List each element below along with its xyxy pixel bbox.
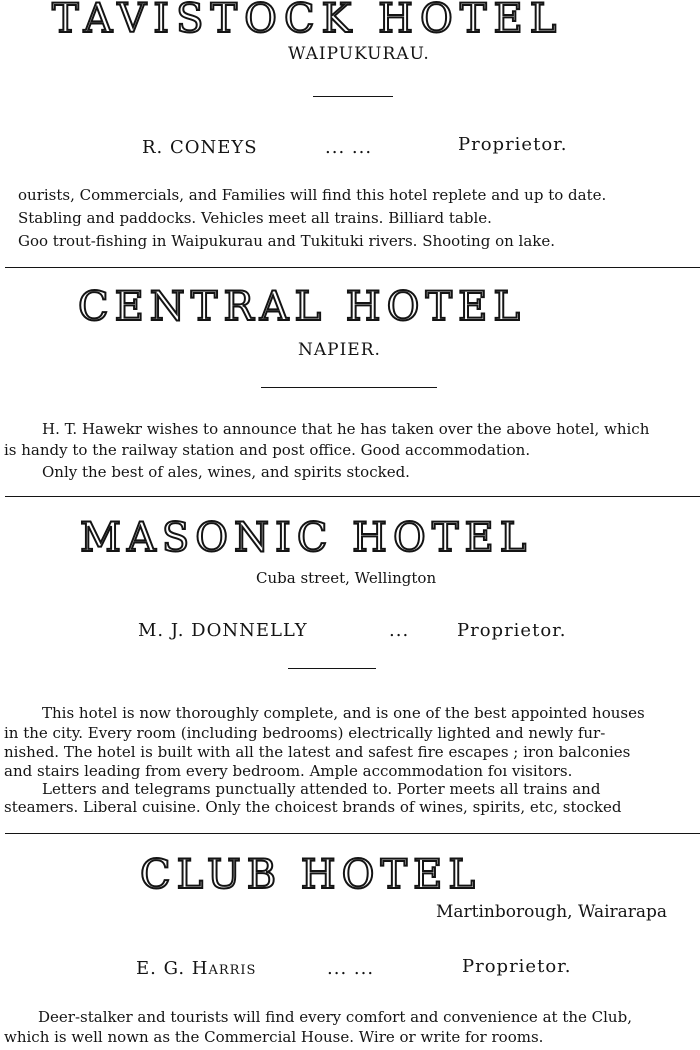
ad-text-line: nished. The hotel is built with all the latest and safest fire escapes ; iron balconies [4,743,631,761]
proprietor-name: R. CONEYS [142,137,258,158]
ad-text-line: Goo trout-fishing in Waipukurau and Tukituki rivers. Shooting on lake. [18,232,556,250]
ad-text-line: is handy to the railway station and post office. Good accommodation. [4,441,531,459]
ad-text-line: Deer-stalker and tourists will find every comfort and convenience at the Club, [38,1008,632,1026]
section-divider [5,833,700,834]
location-napier: NAPIER. [298,340,381,360]
ad-text-line: Stabling and paddocks. Vehicles meet all trains. Billiard table. [18,209,492,227]
proprietor-dots: ... [389,620,410,641]
hotel-name-masonic: MASONIC HOTEL [80,515,533,561]
proprietor-dots: ... ... [325,137,373,158]
ad-text-line: Letters and telegrams punctually attended to. Porter meets all trains and [42,780,601,798]
ad-text-line: Only the best of ales, wines, and spirits stocked. [42,463,410,481]
location-martinborough: Martinborough, Wairarapa [436,902,668,922]
divider-short [288,668,376,669]
ad-text-line: which is well nown as the Commercial House. Wire or write for rooms. [4,1028,544,1046]
ad-text-line: steamers. Liberal cuisine. Only the choicest brands of wines, spirits, etc, stocked [4,798,622,816]
hotel-name-central: CENTRAL HOTEL [78,284,526,330]
divider-short [313,96,393,97]
ad-text-line: ourists, Commercials, and Families will find this hotel replete and up to date. [18,186,607,204]
location-waipukurau: WAIPUKURAU. [288,44,430,64]
section-divider [5,267,700,268]
ad-text-line: H. T. Hawekr wishes to announce that he has taken over the above hotel, which [42,420,650,438]
hotel-name-tavistock: TAVISTOCK HOTEL [52,0,564,42]
proprietor-name: M. J. DONNELLY [138,620,308,641]
ad-text-line: and stairs leading from every bedroom. Ample accommodation foı visitors. [4,762,573,780]
section-divider [5,496,700,497]
proprietor-title: Proprietor. [457,620,567,641]
proprietor-dots: ... ... [327,958,375,979]
proprietor-name: E. G. Harris [136,958,257,979]
hotel-name-club: CLUB HOTEL [140,852,481,898]
proprietor-title: Proprietor. [458,134,568,155]
location-wellington: Cuba street, Wellington [256,569,437,587]
proprietor-title: Proprietor. [462,956,572,977]
divider-short [261,387,437,388]
ad-text-line: This hotel is now thoroughly complete, and is one of the best appointed houses [42,704,645,722]
ad-text-line: in the city. Every room (including bedrooms) electrically lighted and newly fur- [4,724,606,742]
